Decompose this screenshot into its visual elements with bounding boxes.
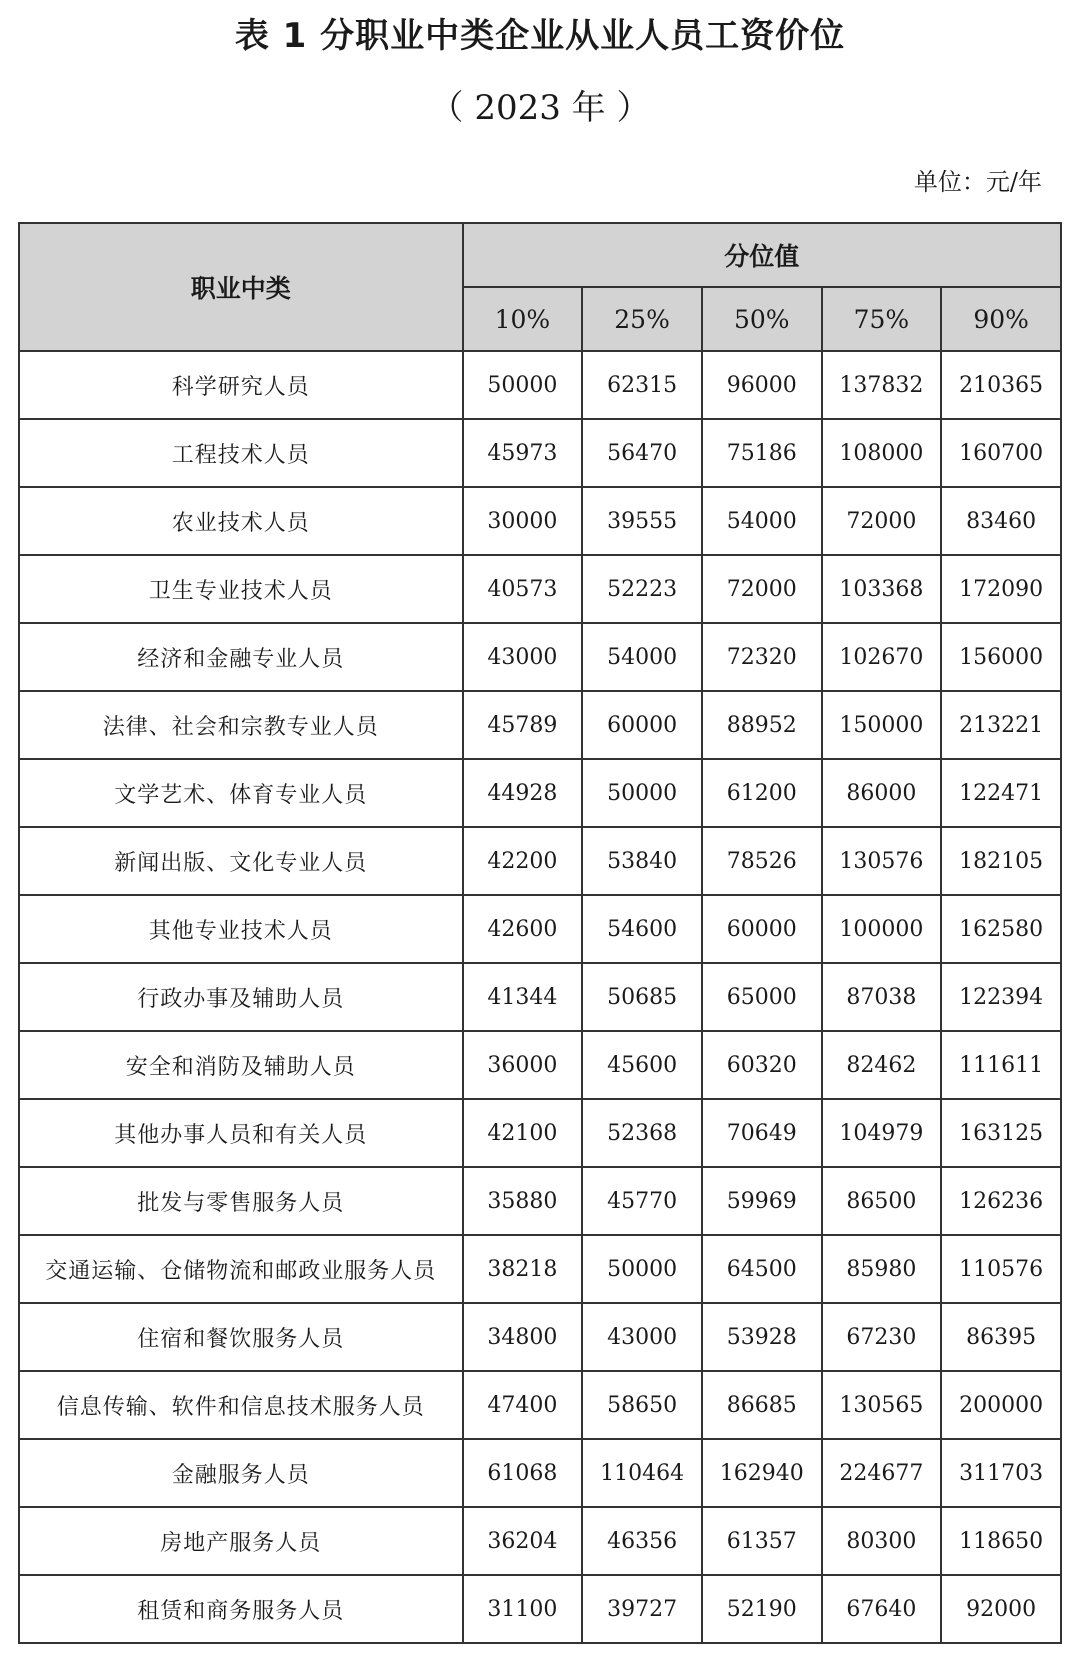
table-row (19, 623, 1061, 691)
wage-value-cell: 86500 (822, 1167, 942, 1235)
wage-value-cell: 44928 (463, 759, 583, 827)
wage-value-cell: 78526 (702, 827, 822, 895)
occupation-name-cell: 信息传输、软件和信息技术服务人员 (19, 1371, 463, 1439)
wage-value-cell: 43000 (582, 1303, 702, 1371)
table-row (19, 487, 1061, 555)
wage-value-cell: 72320 (702, 623, 822, 691)
wage-value-cell: 96000 (702, 351, 822, 419)
table-row (19, 1371, 1061, 1439)
wage-value-cell: 46356 (582, 1507, 702, 1575)
wage-value-cell: 53840 (582, 827, 702, 895)
wage-value-cell: 103368 (822, 555, 942, 623)
occupation-name-cell: 行政办事及辅助人员 (19, 963, 463, 1031)
occupation-name-cell: 住宿和餐饮服务人员 (19, 1303, 463, 1371)
wage-value-cell: 65000 (702, 963, 822, 1031)
wage-value-cell: 61200 (702, 759, 822, 827)
wage-value-cell: 52223 (582, 555, 702, 623)
table-body (19, 351, 1061, 1643)
wage-value-cell: 38218 (463, 1235, 583, 1303)
wage-value-cell: 42200 (463, 827, 583, 895)
table-row (19, 963, 1061, 1031)
wage-value-cell: 42600 (463, 895, 583, 963)
table-row (19, 419, 1061, 487)
wage-value-cell: 210365 (941, 351, 1061, 419)
occupation-name-cell: 农业技术人员 (19, 487, 463, 555)
wage-value-cell: 52368 (582, 1099, 702, 1167)
wage-value-cell: 86395 (941, 1303, 1061, 1371)
table-row (19, 555, 1061, 623)
wage-value-cell: 59969 (702, 1167, 822, 1235)
wage-value-cell: 61068 (463, 1439, 583, 1507)
table-row (19, 351, 1061, 419)
wage-value-cell: 126236 (941, 1167, 1061, 1235)
table-row (19, 691, 1061, 759)
wage-value-cell: 54000 (702, 487, 822, 555)
wage-value-cell: 58650 (582, 1371, 702, 1439)
wage-value-cell: 150000 (822, 691, 942, 759)
occupation-name-cell: 租赁和商务服务人员 (19, 1575, 463, 1643)
wage-value-cell: 122471 (941, 759, 1061, 827)
unit-label: 单位：元/年 (913, 168, 1042, 196)
wage-value-cell: 86685 (702, 1371, 822, 1439)
wage-value-cell: 50000 (463, 351, 583, 419)
wage-value-cell: 36000 (463, 1031, 583, 1099)
wage-value-cell: 30000 (463, 487, 583, 555)
wage-value-cell: 35880 (463, 1167, 583, 1235)
table-row (19, 827, 1061, 895)
occupation-name-cell: 经济和金融专业人员 (19, 623, 463, 691)
wage-value-cell: 43000 (463, 623, 583, 691)
wage-value-cell: 62315 (582, 351, 702, 419)
wage-value-cell: 86000 (822, 759, 942, 827)
wage-value-cell: 182105 (941, 827, 1061, 895)
wage-value-cell: 45973 (463, 419, 583, 487)
wage-value-cell: 61357 (702, 1507, 822, 1575)
wage-table (18, 222, 1062, 1644)
table-row (19, 1439, 1061, 1507)
table-row (19, 1235, 1061, 1303)
table-row (19, 895, 1061, 963)
wage-value-cell: 42100 (463, 1099, 583, 1167)
occupation-name-cell: 文学艺术、体育专业人员 (19, 759, 463, 827)
table-row (19, 759, 1061, 827)
table-row (19, 1507, 1061, 1575)
table-row (19, 1303, 1061, 1371)
wage-value-cell: 52190 (702, 1575, 822, 1643)
table-row (19, 1167, 1061, 1235)
percentile-header-75: 75% (822, 287, 942, 351)
wage-value-cell: 83460 (941, 487, 1061, 555)
wage-value-cell: 60000 (582, 691, 702, 759)
occupation-name-cell: 其他专业技术人员 (19, 895, 463, 963)
wage-value-cell: 72000 (822, 487, 942, 555)
percentile-header-25: 25% (582, 287, 702, 351)
wage-value-cell: 64500 (702, 1235, 822, 1303)
wage-value-cell: 108000 (822, 419, 942, 487)
page-subtitle: （ 2023 年 ） (429, 88, 651, 128)
wage-value-cell: 54000 (582, 623, 702, 691)
wage-value-cell: 160700 (941, 419, 1061, 487)
wage-value-cell: 172090 (941, 555, 1061, 623)
wage-value-cell: 60320 (702, 1031, 822, 1099)
wage-value-cell: 39727 (582, 1575, 702, 1643)
wage-value-cell: 34800 (463, 1303, 583, 1371)
percentile-group-header: 分位值 (463, 223, 1061, 287)
wage-value-cell: 31100 (463, 1575, 583, 1643)
wage-value-cell: 36204 (463, 1507, 583, 1575)
wage-value-cell: 67640 (822, 1575, 942, 1643)
wage-value-cell: 110576 (941, 1235, 1061, 1303)
wage-value-cell: 53928 (702, 1303, 822, 1371)
wage-value-cell: 40573 (463, 555, 583, 623)
occupation-name-cell: 法律、社会和宗教专业人员 (19, 691, 463, 759)
wage-value-cell: 130565 (822, 1371, 942, 1439)
wage-value-cell: 75186 (702, 419, 822, 487)
wage-value-cell: 45789 (463, 691, 583, 759)
occupation-column-header: 职业中类 (19, 223, 463, 351)
occupation-name-cell: 卫生专业技术人员 (19, 555, 463, 623)
wage-value-cell: 67230 (822, 1303, 942, 1371)
wage-value-cell: 118650 (941, 1507, 1061, 1575)
wage-value-cell: 111611 (941, 1031, 1061, 1099)
wage-value-cell: 200000 (941, 1371, 1061, 1439)
wage-value-cell: 92000 (941, 1575, 1061, 1643)
wage-value-cell: 39555 (582, 487, 702, 555)
wage-value-cell: 137832 (822, 351, 942, 419)
wage-value-cell: 104979 (822, 1099, 942, 1167)
wage-value-cell: 72000 (702, 555, 822, 623)
wage-value-cell: 311703 (941, 1439, 1061, 1507)
occupation-name-cell: 新闻出版、文化专业人员 (19, 827, 463, 895)
wage-value-cell: 54600 (582, 895, 702, 963)
table-header (19, 223, 1061, 351)
table-row (19, 1575, 1061, 1643)
wage-value-cell: 60000 (702, 895, 822, 963)
occupation-name-cell: 安全和消防及辅助人员 (19, 1031, 463, 1099)
table-row (19, 1099, 1061, 1167)
percentile-header-50: 50% (702, 287, 822, 351)
wage-value-cell: 162580 (941, 895, 1061, 963)
wage-value-cell: 100000 (822, 895, 942, 963)
occupation-name-cell: 房地产服务人员 (19, 1507, 463, 1575)
wage-value-cell: 80300 (822, 1507, 942, 1575)
wage-value-cell: 50000 (582, 759, 702, 827)
wage-value-cell: 41344 (463, 963, 583, 1031)
wage-value-cell: 56470 (582, 419, 702, 487)
wage-value-cell: 70649 (702, 1099, 822, 1167)
table-row (19, 1031, 1061, 1099)
wage-value-cell: 82462 (822, 1031, 942, 1099)
wage-value-cell: 45600 (582, 1031, 702, 1099)
page-title: 表 1 分职业中类企业从业人员工资价位 (234, 16, 846, 56)
wage-value-cell: 213221 (941, 691, 1061, 759)
wage-value-cell: 88952 (702, 691, 822, 759)
wage-value-cell: 47400 (463, 1371, 583, 1439)
wage-value-cell: 50685 (582, 963, 702, 1031)
wage-value-cell: 156000 (941, 623, 1061, 691)
occupation-name-cell: 工程技术人员 (19, 419, 463, 487)
wage-value-cell: 163125 (941, 1099, 1061, 1167)
wage-value-cell: 45770 (582, 1167, 702, 1235)
wage-value-cell: 110464 (582, 1439, 702, 1507)
wage-value-cell: 224677 (822, 1439, 942, 1507)
wage-value-cell: 102670 (822, 623, 942, 691)
occupation-name-cell: 科学研究人员 (19, 351, 463, 419)
percentile-header-10: 10% (463, 287, 583, 351)
wage-value-cell: 87038 (822, 963, 942, 1031)
wage-value-cell: 50000 (582, 1235, 702, 1303)
occupation-name-cell: 其他办事人员和有关人员 (19, 1099, 463, 1167)
occupation-name-cell: 金融服务人员 (19, 1439, 463, 1507)
wage-value-cell: 130576 (822, 827, 942, 895)
wage-value-cell: 85980 (822, 1235, 942, 1303)
occupation-name-cell: 交通运输、仓储物流和邮政业服务人员 (19, 1235, 463, 1303)
percentile-header-90: 90% (941, 287, 1061, 351)
wage-value-cell: 122394 (941, 963, 1061, 1031)
wage-value-cell: 162940 (702, 1439, 822, 1507)
occupation-name-cell: 批发与零售服务人员 (19, 1167, 463, 1235)
